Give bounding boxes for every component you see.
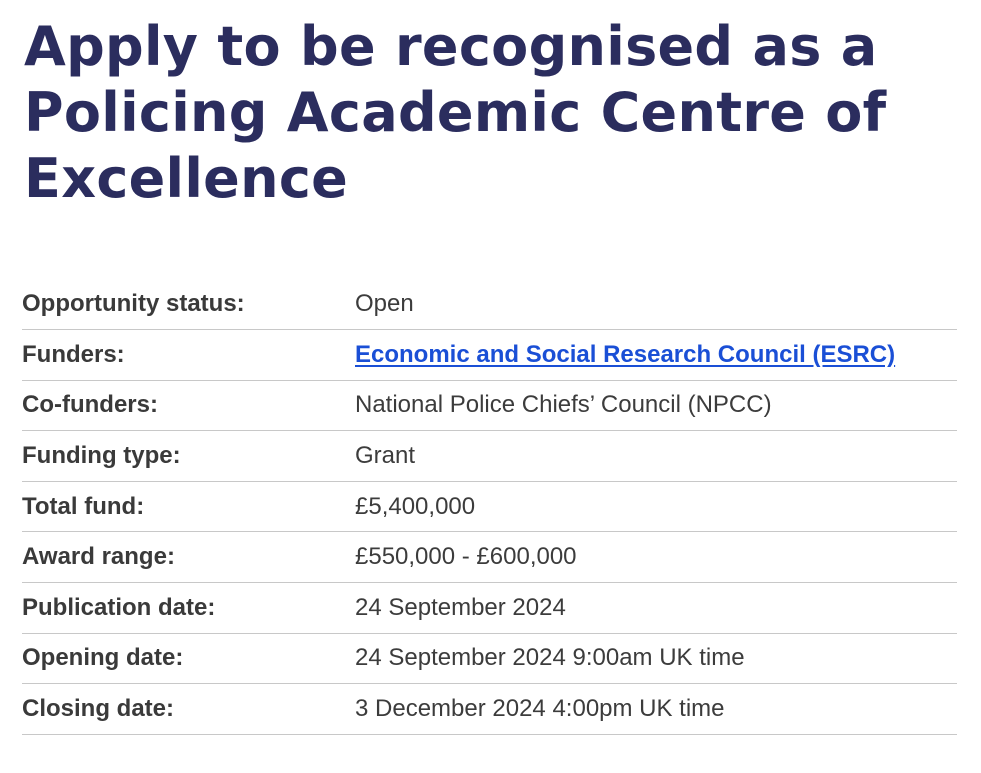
opportunity-status-value: Open xyxy=(355,290,414,318)
page-title: Apply to be recognised as a Policing Academic Centre of Excellence xyxy=(24,15,887,210)
funding-type-value: Grant xyxy=(355,442,416,470)
detail-label: Opening date: xyxy=(22,644,184,672)
detail-label: Award range: xyxy=(22,543,175,571)
co-funders-value: National Police Chiefs’ Council (NPCC) xyxy=(355,391,772,419)
publication-date-value: 24 September 2024 xyxy=(355,593,566,621)
detail-label: Closing date: xyxy=(22,695,175,723)
detail-row-total-fund xyxy=(22,481,957,532)
opening-date-value: 24 September 2024 9:00am UK time xyxy=(355,644,745,672)
detail-row-award-range xyxy=(22,532,957,583)
detail-label: Publication date: xyxy=(22,593,216,621)
detail-label: Total fund: xyxy=(22,492,145,520)
detail-row-co-funders xyxy=(22,380,957,431)
detail-row-funders xyxy=(22,330,957,381)
detail-row-opening-date xyxy=(22,633,957,684)
detail-row-opportunity-status xyxy=(22,279,957,330)
award-range-value: £550,000 - £600,000 xyxy=(355,543,577,571)
detail-label: Funders: xyxy=(22,340,125,368)
detail-label: Co-funders: xyxy=(22,391,158,419)
funder-link-esrc[interactable]: Economic and Social Research Council (ESRC) xyxy=(355,340,896,368)
detail-label: Opportunity status: xyxy=(22,290,245,318)
detail-label: Funding type: xyxy=(22,442,181,470)
detail-row-publication-date xyxy=(22,583,957,634)
total-fund-value: £5,400,000 xyxy=(355,492,476,520)
detail-row-funding-type xyxy=(22,431,957,482)
opportunity-details-table xyxy=(22,279,957,735)
closing-date-value: 3 December 2024 4:00pm UK time xyxy=(355,695,725,723)
detail-row-closing-date xyxy=(22,684,957,735)
